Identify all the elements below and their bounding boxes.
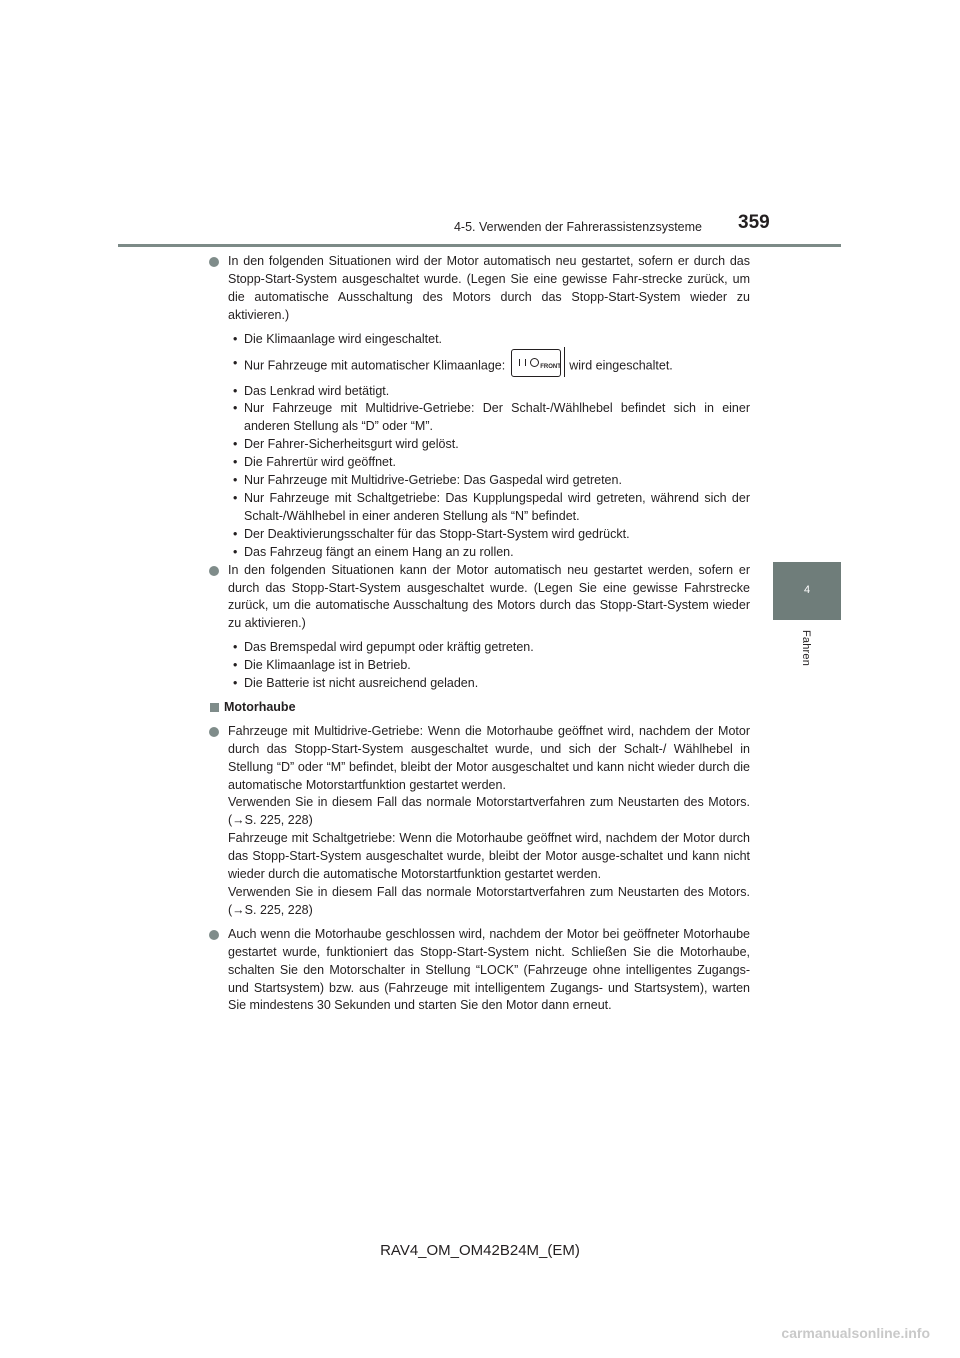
list-item: • Die Fahrertür wird geöffnet. xyxy=(220,454,750,472)
list-item: • Nur Fahrzeuge mit Multidrive-Getriebe: Der Schalt-/Wählhebel befindet sich in einer anderen Stellung als “D” oder “M”. xyxy=(220,400,750,436)
list-item: • Das Bremspedal wird gepumpt oder kräftig getreten. xyxy=(220,639,750,657)
paragraph-text: Fahrzeuge mit Multidrive-Getriebe: Wenn die Motorhaube geöffnet wird, nachdem der Motor durch das Stopp-Start-System ausgeschaltet wurde, und sich der Schalt-/ Wählhebel in Stellung “D” oder “M” befindet, bleibt der Motor ausgeschaltet und kann nicht wieder durch die automatische Motorstartfunktion gestartet werden. xyxy=(228,723,750,792)
bullet-paragraph xyxy=(220,562,750,634)
watermark: carmanualsonline.info xyxy=(781,1325,930,1341)
page-content xyxy=(220,253,750,1015)
condition-list xyxy=(220,639,750,693)
paragraph-text: Auch wenn die Motorhaube geschlossen wird, nachdem der Motor bei geöffneter Motorhaube gestartet wurde, funktioniert das Stopp-Start-System nicht. Schließen Sie die Motorhaube, schalten Sie den Motorschalter in Stellung “LOCK” (Fahrzeuge ohne intelligentes Zugangs- und Startsystem) bzw. aus (Fahrzeuge mit intelligentem Zugangs- und Startsystem), warten Sie mindestens 30 Sekunden und starten Sie den Motor dann erneut. xyxy=(228,926,750,1013)
button-edge xyxy=(561,347,565,377)
section-title: 4-5. Verwenden der Fahrerassistenzsysteme xyxy=(453,220,702,234)
bullet-dot-icon xyxy=(209,727,219,737)
list-item: • Der Deaktivierungsschalter für das Stopp-Start-System wird gedrückt. xyxy=(220,526,750,544)
bullet-paragraph xyxy=(220,926,750,1016)
chapter-number: 4 xyxy=(803,584,811,596)
list-item: • Nur Fahrzeuge mit Multidrive-Getriebe: Das Gaspedal wird getreten. xyxy=(220,472,750,490)
list-item: • Die Klimaanlage wird eingeschaltet. xyxy=(220,331,750,349)
list-item: • Der Fahrer-Sicherheitsgurt wird gelöst. xyxy=(220,436,750,454)
paragraph-text: Fahrzeuge mit Schaltgetriebe: Wenn die Motorhaube geöffnet wird, nachdem der Motor durch das Stopp-Start-System ausgeschaltet wurde, bleibt der Motor ausge-schaltet und kann nicht wieder durch die automatische Motorstartfunktion gestartet werden. xyxy=(228,831,750,882)
list-item xyxy=(220,355,750,377)
list-item: • Das Lenkrad wird betätigt. xyxy=(220,383,750,401)
header-divider xyxy=(118,244,841,247)
list-item-text: Nur Fahrzeuge mit automatischer Klimaanlage: xyxy=(244,357,506,372)
list-item: • Die Batterie ist nicht ausreichend geladen. xyxy=(220,675,750,693)
list-item: • Nur Fahrzeuge mit Schaltgetriebe: Das Kupplungspedal wird getreten, während sich der Schalt-/Wählhebel in einer anderen Stellung als “N” befindet. xyxy=(220,490,750,526)
front-defogger-button-icon xyxy=(511,349,561,377)
list-item-text: wird eingeschaltet. xyxy=(569,357,673,372)
paragraph-text: In den folgenden Situationen wird der Motor automatisch neu gestartet, sofern er durch das Stopp-Start-System ausgeschaltet wurde. (Legen Sie eine gewisse Fahr-strecke zurück, um die automatische Ausschaltung des Motors durch das Stopp-Start-System wieder zu aktivieren.) xyxy=(228,254,750,322)
fan-icon xyxy=(530,358,539,367)
paragraph-text: Verwenden Sie in diesem Fall das normale Motorstartverfahren zum Neustarten des Motors. (→S. 225, 228) xyxy=(228,885,750,917)
square-bullet-icon xyxy=(210,703,219,712)
bullet-dot-icon xyxy=(209,257,219,267)
page-number: 359 xyxy=(738,212,770,233)
bullet-dot-icon xyxy=(209,930,219,940)
condition-list xyxy=(220,331,750,349)
section-heading xyxy=(220,699,750,717)
paragraph-text: In den folgenden Situationen kann der Motor automatisch neu gestartet werden, sofern er durch das Stopp-Start-System ausgeschaltet wurde. (Legen Sie eine gewisse Fahrstrecke zurück, um die automatische Ausschaltung des Motors durch das Stopp-Start-System wieder zu aktivieren.) xyxy=(228,562,750,631)
condition-list xyxy=(220,355,750,377)
document-code: RAV4_OM_OM42B24M_(EM) xyxy=(380,1242,580,1259)
bullet-paragraph xyxy=(220,253,750,325)
chapter-tab xyxy=(773,562,841,620)
list-item: • Das Fahrzeug fängt an einem Hang an zu rollen. xyxy=(220,544,750,562)
heading-text: Motorhaube xyxy=(224,699,296,714)
bullet-dot-icon xyxy=(209,566,219,576)
bullet-paragraph xyxy=(220,723,750,920)
front-label: FRONT xyxy=(540,363,561,370)
fan-speed-icon xyxy=(519,359,526,366)
chapter-label: Fahren xyxy=(800,630,812,667)
list-item: • Die Klimaanlage ist in Betrieb. xyxy=(220,657,750,675)
paragraph-text: Verwenden Sie in diesem Fall das normale Motorstartverfahren zum Neustarten des Motors. (→S. 225, 228) xyxy=(228,795,750,828)
condition-list xyxy=(220,383,750,562)
